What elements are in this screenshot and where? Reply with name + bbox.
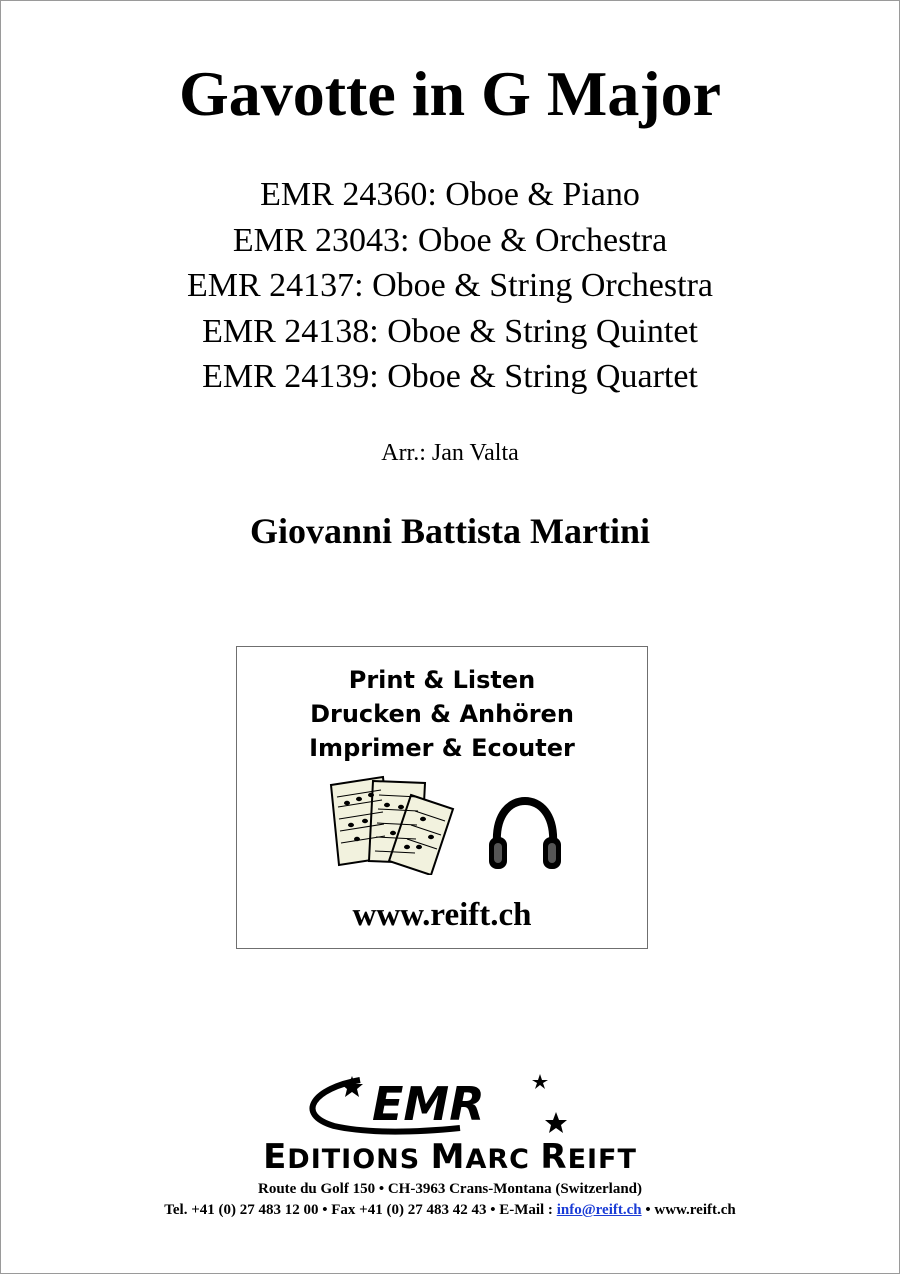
publisher-contact (0, 1200, 900, 1220)
contact-phone-fax: Tel. +41 (0) 27 483 12 00 • Fax +41 (0) 27 483 42 43 • E-Mail : (164, 1202, 557, 1218)
promo-website-link[interactable]: www.reift.ch (352, 897, 532, 933)
email-link[interactable]: info@reift.ch (556, 1202, 642, 1218)
edition-item: EMR 24137: Oboe & String Orchestra (187, 267, 713, 304)
publisher-name-initial: M (430, 1137, 466, 1177)
edition-item: EMR 23043: Oboe & Orchestra (232, 221, 668, 259)
publisher-address: Route du Golf 150 • CH-3963 Crans-Montana (Switzerland) (258, 1181, 642, 1197)
promo-line: Imprimer & Ecouter (309, 734, 575, 762)
publisher-name (0, 1137, 900, 1177)
edition-item: EMR 24139: Oboe & String Quartet (202, 358, 698, 395)
publisher-name-rest: DITIONS (287, 1144, 431, 1175)
edition-item: EMR 24360: Oboe & Piano (260, 176, 640, 213)
promo-line: Print & Listen (348, 666, 536, 694)
promo-lines (237, 663, 647, 765)
composer-name: Giovanni Battista Martini (249, 511, 650, 551)
publisher-name-initial: E (263, 1137, 288, 1177)
edition-item: EMR 24138: Oboe & String Quintet (202, 312, 698, 350)
sheet-music-icon (327, 775, 457, 875)
publisher-name-rest: EIFT (567, 1144, 637, 1175)
contact-website: • www.reift.ch (641, 1202, 736, 1218)
publisher-name-rest: ARC (465, 1144, 541, 1175)
page-title: Gavotte in G Major (178, 58, 722, 129)
edition-list (0, 172, 900, 400)
publisher-name-initial: R (540, 1137, 568, 1177)
promo-line: Drucken & Anhören (310, 700, 574, 728)
arranger-credit: Arr.: Jan Valta (381, 440, 519, 466)
print-listen-box[interactable] (236, 646, 648, 949)
headphones-icon (485, 795, 565, 875)
emr-logo-text: EMR (372, 1077, 485, 1131)
emr-logo (300, 1070, 600, 1136)
